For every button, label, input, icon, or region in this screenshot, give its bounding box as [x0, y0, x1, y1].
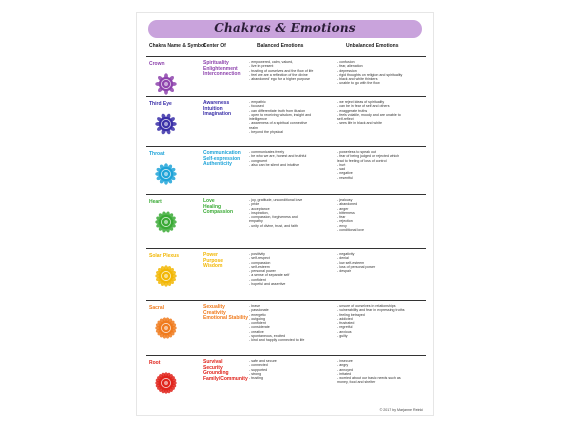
center-of-list — [203, 305, 248, 322]
chakra-row-throat — [146, 146, 426, 195]
balanced-emotion-item: - strong — [249, 371, 262, 376]
center-of-item: Survival — [203, 359, 223, 365]
unbalanced-emotion-item: - resentful — [337, 175, 353, 180]
balanced-emotion-item: - confident — [249, 321, 266, 326]
header-chakra-name: Chakra Name & Symbol — [149, 43, 206, 49]
center-of-item: Authenticity — [203, 161, 232, 168]
unbalanced-emotion-item: - annoyed — [337, 367, 353, 372]
unbalanced-emotions-list — [337, 304, 405, 338]
balanced-emotion-item: realm — [249, 125, 258, 130]
unbalanced-emotion-item: - guilty — [337, 334, 348, 339]
chakra-row-crown — [146, 56, 426, 97]
balanced-emotion-item: - empowered, calm, valued, — [249, 60, 294, 64]
unbalanced-emotion-item: - frustrated — [337, 321, 355, 326]
copyright-notice: © 2017 by Marjanne Reinki — [379, 408, 423, 412]
unbalanced-emotion-item: - unable to go with the flow — [337, 81, 380, 86]
balanced-emotion-item: - self-respect — [249, 256, 270, 261]
balanced-emotion-item: - confident — [249, 277, 266, 282]
unbalanced-emotion-item: - we reject ideas of spirituality — [337, 100, 385, 104]
center-of-item: Family/Community — [203, 375, 248, 382]
crown-chakra-symbol-icon — [153, 71, 179, 97]
unbalanced-emotion-item: - hurt — [337, 162, 346, 167]
unbalanced-emotion-item: - jealousy — [337, 198, 353, 202]
balanced-emotion-item: - hopeful and assertive — [249, 282, 286, 287]
balanced-emotion-item: - connected — [249, 363, 268, 368]
unbalanced-emotion-item: - anger — [337, 206, 349, 211]
balanced-emotion-item: - passionate — [249, 308, 269, 313]
balanced-emotion-item: - empathic — [249, 100, 266, 104]
unbalanced-emotions-list — [337, 100, 401, 126]
unbalanced-emotion-item: - exaggerate truths — [337, 108, 368, 113]
unbalanced-emotion-item: - sees life in black and white — [337, 121, 382, 126]
balanced-emotion-item: intelligence — [249, 117, 267, 122]
unbalanced-emotion-item: - feels volatile, moody and are unable to — [337, 112, 401, 117]
header-balanced-emotions: Balanced Emotions — [257, 43, 304, 49]
unbalanced-emotion-item: - low self-esteem — [337, 260, 365, 265]
unbalanced-emotions-list — [337, 150, 399, 180]
unbalanced-emotion-item: - insecure — [337, 359, 353, 363]
balanced-emotion-item: - communicates freely — [249, 150, 285, 154]
center-of-list — [203, 199, 233, 216]
balanced-emotion-item: empathy — [249, 219, 263, 224]
balanced-emotion-item: - abandoned' ego for a higher purpose — [249, 77, 311, 82]
balanced-emotion-item: - outgoing — [249, 316, 265, 321]
unbalanced-emotion-item: - rejection — [337, 219, 353, 224]
balanced-emotion-item: - a sense of separate self — [249, 273, 290, 278]
unbalanced-emotion-item: lead to feeling of loss of control — [337, 158, 387, 163]
center-of-list — [203, 61, 241, 78]
center-of-item: Security — [203, 364, 223, 371]
chakra-name: Sacral — [149, 305, 165, 311]
balanced-emotion-item: - creative — [249, 329, 264, 334]
page-title: Chakras & Emotions — [214, 21, 356, 35]
unbalanced-emotion-item: - confusion — [337, 60, 355, 64]
balanced-emotions-list — [249, 60, 313, 81]
unbalanced-emotions-list — [337, 252, 375, 273]
chakra-row-sacral — [146, 300, 426, 356]
heart-chakra-symbol-icon — [153, 209, 179, 235]
unbalanced-emotions-list — [337, 359, 401, 385]
unbalanced-emotion-item: - fear of being judged or rejected which — [337, 154, 400, 159]
chakra-name: Root — [149, 360, 161, 366]
unbalanced-emotion-item: - fear, alienation — [337, 64, 363, 69]
balanced-emotion-item: - unity of divine, trust, and faith — [249, 223, 298, 228]
solar-plexus-chakra-symbol-icon — [153, 263, 179, 289]
balanced-emotion-item: - beyond the physical — [249, 130, 283, 135]
unbalanced-emotion-item: - negativity — [337, 252, 355, 256]
center-of-item: Wisdom — [203, 263, 223, 270]
balanced-emotion-item: - trusting of ourselves and the flow of life — [249, 68, 314, 73]
throat-chakra-symbol-icon — [153, 161, 179, 187]
balanced-emotion-item: - kind and happily connected to life — [249, 338, 305, 343]
center-of-list — [203, 360, 248, 382]
balanced-emotion-item: - safe and secure — [249, 359, 277, 363]
center-of-item: Communication — [203, 150, 241, 156]
center-of-item: Spirituality — [203, 60, 229, 66]
unbalanced-emotion-item: self-reflect — [337, 117, 354, 122]
unbalanced-emotion-item: - feeling betrayed — [337, 312, 365, 317]
unbalanced-emotions-list — [337, 198, 364, 232]
center-of-item: Creativity — [203, 309, 226, 316]
unbalanced-emotion-item: - addicted — [337, 316, 353, 321]
center-of-item: Interconnection — [203, 71, 241, 78]
chakra-chart-page — [137, 13, 433, 415]
unbalanced-emotion-item: - despair — [337, 269, 351, 274]
chakra-row-heart — [146, 194, 426, 249]
balanced-emotion-item: - energetic — [249, 312, 266, 317]
center-of-item: Intuition — [203, 105, 223, 112]
unbalanced-emotion-item: - loss of personal power — [337, 264, 376, 269]
header-unbalanced-emotions: Unbalanced Emotions — [346, 43, 399, 49]
center-of-item: Power — [203, 252, 219, 258]
unbalanced-emotion-item: - angry — [337, 363, 349, 368]
unbalanced-emotion-item: - denial — [337, 256, 349, 261]
balanced-emotion-item: - awareness of a spiritual connective — [249, 121, 308, 126]
balanced-emotion-item: - trusting — [249, 376, 263, 381]
center-of-item: Healing — [203, 203, 222, 210]
third-eye-chakra-symbol-icon — [153, 111, 179, 137]
balanced-emotion-item: - compassion — [249, 260, 271, 265]
center-of-item: Compassion — [203, 209, 234, 216]
unbalanced-emotion-item: - sad — [337, 167, 345, 172]
center-of-item: Purpose — [203, 257, 224, 264]
unbalanced-emotion-item: - worried about our basic needs such as — [337, 376, 401, 381]
sacral-chakra-symbol-icon — [153, 315, 179, 341]
unbalanced-emotion-item: - fear — [337, 215, 346, 220]
title-banner — [148, 20, 422, 38]
unbalanced-emotion-item: - powerless to speak out — [337, 150, 376, 154]
chakra-name: Heart — [149, 199, 162, 205]
balanced-emotions-list — [249, 304, 304, 343]
unbalanced-emotion-item: - conditional love — [337, 228, 364, 233]
unbalanced-emotion-item: - black and white thinkers — [337, 77, 378, 82]
unbalanced-emotion-item: - irritated — [337, 371, 352, 376]
balanced-emotion-item: - personal power — [249, 269, 276, 274]
unbalanced-emotion-item: - vulnerability and fear in expressing truths — [337, 308, 405, 313]
center-of-list — [203, 101, 231, 118]
chakra-name: Throat — [149, 151, 165, 157]
header-center-of: Center Of — [203, 43, 226, 49]
unbalanced-emotion-item: - envy — [337, 223, 347, 228]
center-of-item: Emotional Stability — [203, 315, 249, 322]
unbalanced-emotion-item: - unsure of ourselves in relationships — [337, 304, 396, 308]
balanced-emotion-item: - be who we are, honest and truthful — [249, 154, 307, 159]
center-of-list — [203, 151, 241, 168]
chakra-name: Solar Plexus — [149, 253, 180, 259]
balanced-emotion-item: - spontaneous, excited — [249, 334, 286, 339]
root-chakra-symbol-icon — [153, 370, 179, 396]
center-of-item: Enlightenment — [203, 65, 238, 72]
chakra-row-third-eye — [146, 96, 426, 147]
balanced-emotion-item: - positivity — [249, 252, 265, 256]
balanced-emotions-list — [249, 359, 277, 380]
balanced-emotions-list — [249, 198, 302, 228]
balanced-emotion-item: - feel we are a reflection of the divine — [249, 72, 308, 77]
unbalanced-emotion-item: - abandoned — [337, 202, 358, 207]
center-of-item: Sexuality — [203, 304, 225, 310]
center-of-item: Imagination — [203, 111, 232, 118]
balanced-emotion-item: - open to receiving wisdom, insight and — [249, 112, 312, 117]
balanced-emotion-item: - compassion, forgiveness and — [249, 215, 298, 220]
balanced-emotions-list — [249, 150, 306, 167]
balanced-emotion-item: - joy, gratitude, unconditional love — [249, 198, 303, 202]
unbalanced-emotion-item: - rigid thoughts on religion and spirituality — [337, 72, 403, 77]
balanced-emotion-item: - inspiration, — [249, 210, 269, 215]
unbalanced-emotion-item: - depression — [337, 68, 357, 73]
balanced-emotion-item: - congruent — [249, 158, 268, 163]
unbalanced-emotion-item: - regretful — [337, 325, 353, 330]
balanced-emotion-item: - acceptance — [249, 206, 270, 211]
center-of-list — [203, 253, 223, 270]
unbalanced-emotion-item: - negative — [337, 171, 353, 176]
chakra-name: Crown — [149, 61, 165, 67]
unbalanced-emotion-item: - anxious — [337, 329, 352, 334]
balanced-emotions-list — [249, 100, 311, 134]
balanced-emotion-item: - also can be silent and intuitive — [249, 162, 300, 167]
balanced-emotion-item: - live in present — [249, 64, 274, 69]
chakra-row-solar-plexus — [146, 248, 426, 301]
center-of-item: Love — [203, 198, 215, 204]
unbalanced-emotion-item: - can be in fear of self and others — [337, 104, 390, 109]
chakra-row-root — [146, 355, 426, 406]
center-of-item: Awareness — [203, 100, 230, 106]
unbalanced-emotions-list — [337, 60, 402, 86]
chakra-name: Third Eye — [149, 101, 172, 107]
center-of-item: Grounding — [203, 370, 229, 377]
balanced-emotion-item: - pride — [249, 202, 260, 207]
unbalanced-emotion-item: money, food and shelter — [337, 380, 376, 385]
balanced-emotions-list — [249, 252, 289, 286]
balanced-emotion-item: - self-esteem — [249, 264, 270, 269]
balanced-emotion-item: - focused — [249, 104, 264, 109]
unbalanced-emotion-item: - bitterness — [337, 210, 355, 215]
balanced-emotion-item: - supported — [249, 367, 268, 372]
center-of-item: Self-expression — [203, 155, 241, 162]
balanced-emotion-item: - can differentiate truth from illusion — [249, 108, 306, 113]
balanced-emotion-item: - brave — [249, 304, 261, 308]
balanced-emotion-item: - considerate — [249, 325, 270, 330]
